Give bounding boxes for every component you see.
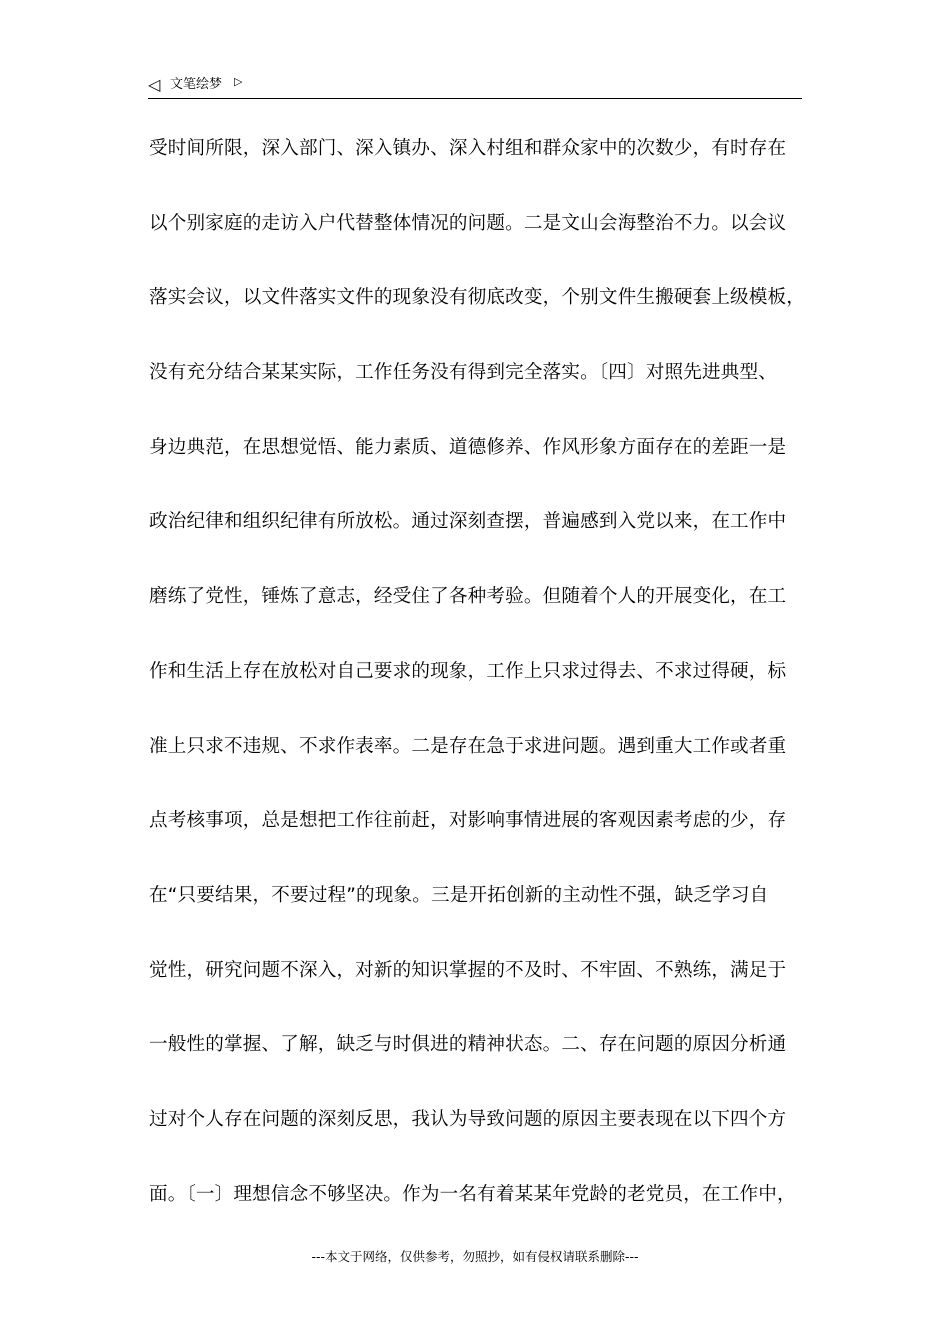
text-line: 在“只要结果，不要过程”的现象。三是开拓创新的主动性不强，缺乏学习自 xyxy=(149,884,769,906)
text-line: 一般性的掌握、了解，缺乏与时俱进的精神状态。二、存在问题的原因分析通 xyxy=(149,1034,787,1056)
text-line: 磨练了党性，锤炼了意志，经受住了各种考验。但随着个人的开展变化，在工 xyxy=(149,586,787,608)
triangle-left-icon: ◁ xyxy=(148,75,161,94)
text-line: 落实会议，以文件落实文件的现象没有彻底改变，个别文件生搬硬套上级模板， xyxy=(149,287,806,309)
document-body xyxy=(149,130,819,1250)
text-line: 身边典范，在思想觉悟、能力素质、道德修养、作风形象方面存在的差距一是 xyxy=(149,436,787,458)
header-brand: 文笔绘梦 xyxy=(170,77,223,92)
text-line: 准上只求不违规、不求作表率。二是存在急于求进问题。遇到重大工作或者重 xyxy=(149,735,787,757)
text-line: 以个别家庭的走访入户代替整体情况的问题。二是文山会海整治不力。以会议 xyxy=(149,212,787,234)
text-line: 作和生活上存在放松对自己要求的现象，工作上只求过得去、不求过得硬，标 xyxy=(149,660,787,682)
triangle-right-icon: ▷ xyxy=(234,75,243,88)
text-line: 面。〔一〕理想信念不够坚决。作为一名有着某某年党龄的老党员，在工作中， xyxy=(149,1183,796,1205)
text-line: 受时间所限，深入部门、深入镇办、深入村组和群众家中的次数少，有时存在 xyxy=(149,138,787,159)
text-line: 点考核事项，总是想把工作往前赶，对影响事情进展的客观因素考虑的少，存 xyxy=(149,810,787,832)
page-header xyxy=(148,74,802,99)
text-line: 政治纪律和组织纪律有所放松。通过深刻查摆，普遍感到入党以来，在工作中 xyxy=(149,511,787,533)
footer-disclaimer: ---本文于网络，仅供参考，勿照抄，如有侵权请联系删除--- xyxy=(311,1249,639,1264)
text-line: 过对个人存在问题的深刻反思，我认为导致问题的原因主要表现在以下四个方 xyxy=(149,1108,787,1130)
text-line: 没有充分结合某某实际，工作任务没有得到完全落实。〔四〕对照先进典型、 xyxy=(149,362,777,384)
text-line: 觉性，研究问题不深入，对新的知识掌握的不及时、不牢固、不熟练，满足于 xyxy=(149,959,787,981)
